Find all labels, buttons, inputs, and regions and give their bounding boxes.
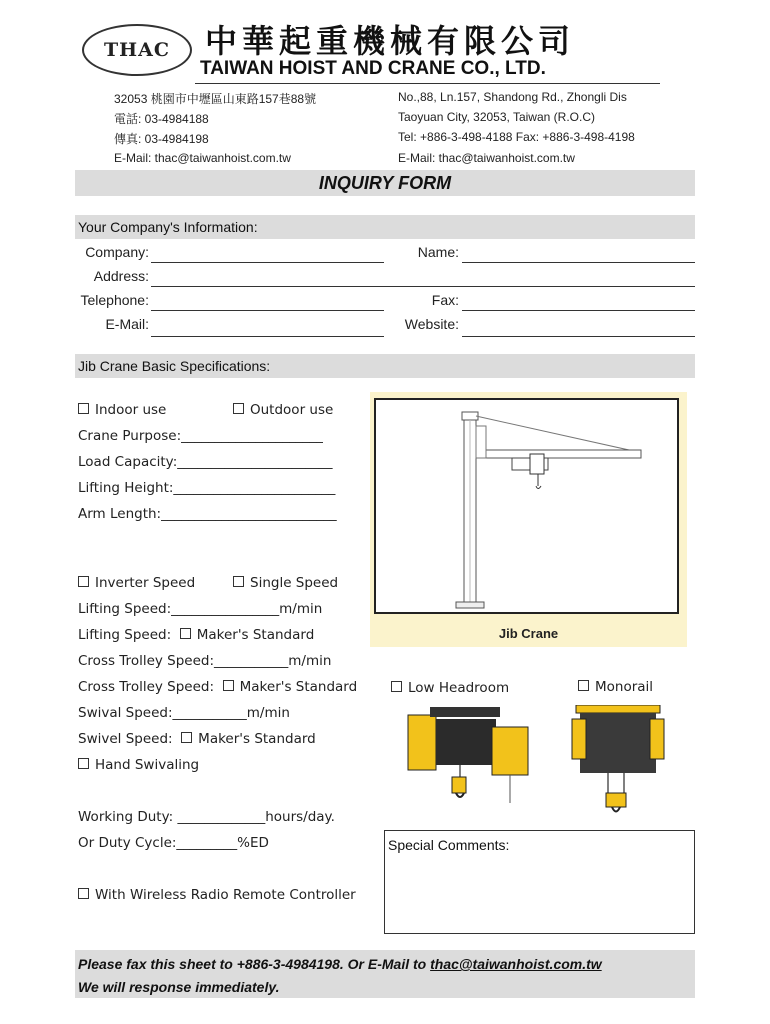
- indoor-option[interactable]: [78, 402, 166, 418]
- address-label: Address:: [93, 268, 149, 284]
- cross-trolley-standard-label: Cross Trolley Speed:: [78, 679, 215, 695]
- address-field[interactable]: [151, 286, 695, 287]
- swivel-speed-standard-label: Swivel Speed:: [78, 731, 173, 747]
- email-label: E-Mail:: [105, 316, 149, 332]
- company-info-heading: Your Company's Information:: [75, 215, 695, 239]
- single-speed-checkbox[interactable]: [233, 576, 244, 587]
- company-name-chinese: 中華起重機械有限公司: [205, 22, 576, 60]
- monorail-label: Monorail: [595, 679, 654, 695]
- swivel-speed-standard-checkbox[interactable]: [181, 732, 192, 743]
- name-label: Name:: [417, 244, 459, 260]
- monorail-hoist-drawing: [568, 705, 668, 825]
- fax-field[interactable]: [462, 310, 695, 311]
- low-headroom-option[interactable]: [391, 680, 509, 696]
- footer-email-link[interactable]: thac@taiwanhoist.com.tw: [430, 956, 602, 972]
- monorail-option[interactable]: [578, 679, 653, 695]
- lifting-speed-standard-label: Lifting Speed:: [78, 627, 172, 643]
- header-divider: [195, 83, 660, 84]
- single-speed-label: Single Speed: [250, 575, 339, 591]
- low-headroom-hoist-drawing: [400, 705, 535, 810]
- company-field[interactable]: [151, 262, 384, 263]
- telephone-field[interactable]: [151, 310, 384, 311]
- contact-right-email: E-Mail: thac@taiwanhoist.com.tw: [398, 151, 575, 165]
- working-duty-field[interactable]: Working Duty: _____________hours/day.: [78, 809, 335, 825]
- cross-trolley-standard-checkbox[interactable]: [223, 680, 234, 691]
- contact-right-address1: No.,88, Ln.157, Shandong Rd., Zhongli Dis: [398, 90, 627, 104]
- footer-note: [75, 950, 695, 998]
- monorail-hoist-image: [568, 705, 668, 829]
- cross-trolley-speed-field[interactable]: Cross Trolley Speed:___________m/min: [78, 653, 332, 669]
- lifting-speed-field[interactable]: Lifting Speed:________________m/min: [78, 601, 323, 617]
- monorail-checkbox[interactable]: [578, 680, 589, 691]
- duty-cycle-field[interactable]: Or Duty Cycle:_________%ED: [78, 835, 269, 851]
- jib-crane-illustration: [374, 398, 679, 614]
- inverter-speed-checkbox[interactable]: [78, 576, 89, 587]
- contact-left-address: 32053 桃園市中壢區山東路157巷88號: [114, 92, 317, 106]
- logo-text: THAC: [104, 39, 170, 61]
- indoor-checkbox[interactable]: [78, 403, 89, 414]
- telephone-label: Telephone:: [80, 292, 149, 308]
- fax-label: Fax:: [431, 292, 459, 308]
- outdoor-option[interactable]: [233, 402, 333, 418]
- inverter-speed-label: Inverter Speed: [95, 575, 196, 591]
- name-field[interactable]: [462, 262, 695, 263]
- wireless-remote-checkbox[interactable]: [78, 888, 89, 899]
- inverter-speed-option[interactable]: [78, 575, 195, 591]
- lifting-speed-standard-row: [78, 627, 314, 643]
- hand-swivaling-label: Hand Swivaling: [95, 757, 200, 773]
- single-speed-option[interactable]: [233, 575, 338, 591]
- swivel-speed-standard-row: [78, 731, 316, 747]
- email-field[interactable]: [151, 336, 384, 337]
- swivel-speed-makers-standard: Maker's Standard: [198, 731, 316, 747]
- hand-swivaling-checkbox[interactable]: [78, 758, 89, 769]
- wireless-remote-label: With Wireless Radio Remote Controller: [95, 887, 356, 903]
- footer-line-2: We will response immediately.: [78, 979, 280, 995]
- website-field[interactable]: [462, 336, 695, 337]
- low-headroom-checkbox[interactable]: [391, 681, 402, 692]
- contact-left-email: E-Mail: thac@taiwanhoist.com.tw: [114, 151, 291, 165]
- contact-left-phone: 電話: 03-4984188: [114, 112, 209, 126]
- indoor-label: Indoor use: [95, 402, 167, 418]
- low-headroom-hoist-image: [400, 705, 535, 814]
- lifting-speed-standard-checkbox[interactable]: [180, 628, 191, 639]
- jib-crane-drawing: [376, 400, 677, 612]
- arm-length-field[interactable]: Arm Length:__________________________: [78, 506, 337, 522]
- special-comments-label: Special Comments:: [388, 837, 510, 853]
- special-comments-box[interactable]: [384, 830, 695, 934]
- outdoor-label: Outdoor use: [250, 402, 334, 418]
- website-label: Website:: [404, 316, 459, 332]
- contact-left-fax: 傳真: 03-4984198: [114, 132, 209, 146]
- jib-crane-caption: Jib Crane: [498, 626, 559, 641]
- specs-heading: Jib Crane Basic Specifications:: [75, 354, 695, 378]
- wireless-remote-option[interactable]: [78, 887, 356, 903]
- lifting-height-field[interactable]: Lifting Height:________________________: [78, 480, 336, 496]
- crane-purpose-field[interactable]: Crane Purpose:_____________________: [78, 428, 323, 444]
- contact-right-phone-fax: Tel: +886-3-498-4188 Fax: +886-3-498-4198: [398, 130, 635, 144]
- cross-trolley-standard-row: [78, 679, 357, 695]
- footer-fax-text: Please fax this sheet to +886-3-4984198. Or E-Mail to: [78, 956, 431, 972]
- company-label: Company:: [85, 244, 149, 260]
- outdoor-checkbox[interactable]: [233, 403, 244, 414]
- load-capacity-field[interactable]: Load Capacity:_______________________: [78, 454, 333, 470]
- hand-swivaling-option[interactable]: [78, 757, 199, 773]
- company-name-english: TAIWAN HOIST AND CRANE CO., LTD.: [200, 58, 546, 79]
- company-logo: [82, 24, 192, 76]
- low-headroom-label: Low Headroom: [408, 680, 510, 696]
- footer-line-1: [78, 953, 692, 976]
- contact-right-address2: Taoyuan City, 32053, Taiwan (R.O.C): [398, 110, 595, 124]
- cross-trolley-makers-standard: Maker's Standard: [239, 679, 358, 695]
- form-title: INQUIRY FORM: [75, 170, 695, 196]
- lifting-speed-makers-standard: Maker's Standard: [196, 627, 315, 643]
- swival-speed-field[interactable]: Swival Speed:___________m/min: [78, 705, 290, 721]
